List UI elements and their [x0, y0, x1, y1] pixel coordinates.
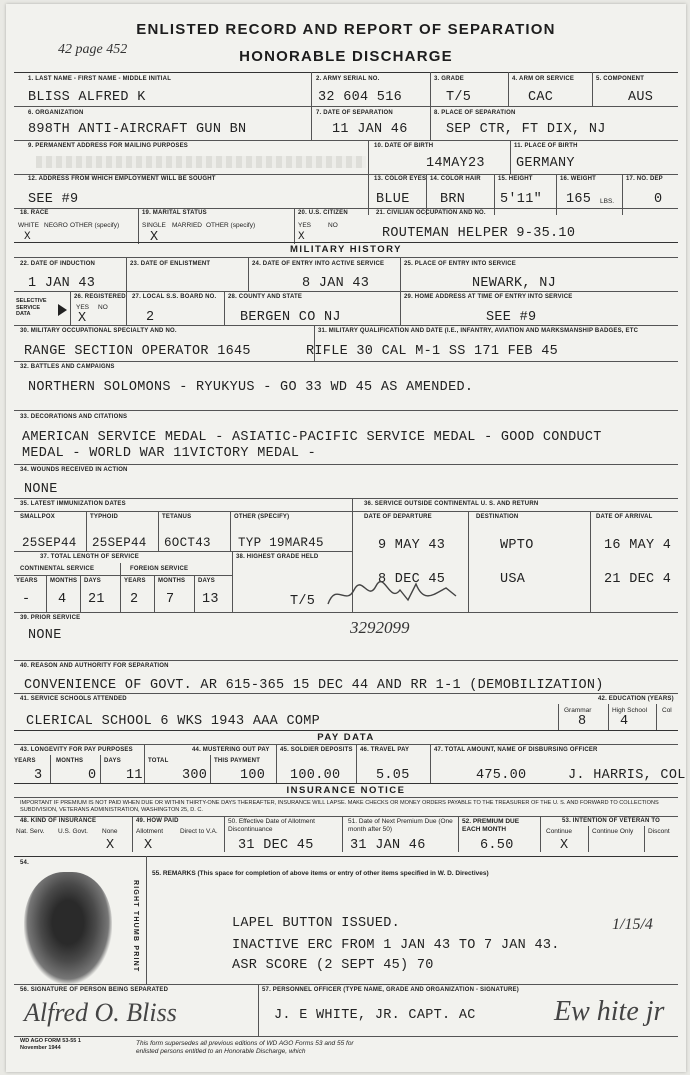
- value-citizen-mark: X: [298, 231, 305, 243]
- label-citizen-no: NO: [328, 222, 338, 229]
- label-decorations: 33. DECORATIONS AND CITATIONS: [20, 414, 128, 420]
- value-induction: 1 JAN 43: [28, 276, 96, 291]
- label-right-thumb-print: RIGHT THUMB PRINT: [132, 880, 139, 973]
- label-must-total: TOTAL: [148, 758, 169, 764]
- arrow-icon: [58, 304, 67, 316]
- label-mustering-pay: 44. MUSTERING OUT PAY: [192, 747, 270, 753]
- value-decorations-line2: MEDAL - WORLD WAR 11VICTORY MEDAL -: [22, 446, 317, 461]
- value-qualification: RIFLE 30 CAL M-1 SS 171 FEB 45: [306, 344, 559, 359]
- label-education: 42. EDUCATION (YEARS): [598, 696, 674, 702]
- label-selective-service: SELECTIVE SERVICE DATA: [16, 298, 47, 317]
- remark-line-1: LAPEL BUTTON ISSUED.: [232, 916, 401, 931]
- value-next-premium: 31 JAN 46: [350, 838, 426, 853]
- divider: [224, 816, 225, 852]
- value-c-days: 21: [88, 592, 105, 607]
- right-thumb-print: [24, 872, 112, 984]
- label-grade: 3. GRADE: [434, 76, 464, 82]
- divider: [100, 755, 101, 783]
- value-arm: CAC: [528, 90, 554, 105]
- label-tetanus: TETANUS: [162, 514, 192, 520]
- value-edu-high: 4: [620, 714, 629, 729]
- divider: [248, 257, 249, 291]
- value-arrival-1: 16 MAY 4: [604, 538, 672, 553]
- divider: [146, 856, 147, 984]
- divider: [258, 984, 259, 1036]
- value-board: 2: [146, 310, 155, 325]
- value-c-months: 4: [58, 592, 67, 607]
- value-longevity-years: 3: [34, 768, 43, 783]
- rule: [14, 361, 678, 362]
- veteran-signature: Alfred O. Bliss: [24, 998, 177, 1027]
- supersede-note: This form supersedes all previous editions of WD AGO Forms 53 and 55 for enlisted persons entitled to an Honorable Discharge, which: [136, 1040, 354, 1055]
- value-arrival-2: 21 DEC 4: [604, 572, 672, 587]
- label-enlistment: 23. DATE OF ENLISTMENT: [130, 261, 211, 267]
- label-continue-only: Continue Only: [592, 828, 634, 835]
- label-serial: 2. ARMY SERIAL NO.: [316, 76, 380, 82]
- label-continue: Continue: [546, 828, 573, 835]
- value-f-months: 7: [166, 592, 175, 607]
- value-other-immunization: TYP 19MAR45: [238, 536, 324, 550]
- label-destination: DESTINATION: [476, 514, 519, 520]
- label-induction: 22. DATE OF INDUCTION: [20, 261, 96, 267]
- label-mailing-address: 9. PERMANENT ADDRESS FOR MAILING PURPOSES: [28, 143, 188, 149]
- label-length-of-service: 37. TOTAL LENGTH OF SERVICE: [40, 554, 139, 560]
- value-component: AUS: [628, 90, 654, 105]
- label-marital-other: OTHER (specify): [206, 222, 256, 229]
- value-personnel-officer: J. E WHITE, JR. CAPT. AC: [274, 1008, 476, 1023]
- label-typhoid: TYPHOID: [90, 514, 119, 520]
- form-subtitle: HONORABLE DISCHARGE: [239, 48, 453, 65]
- value-c-years: -: [22, 592, 31, 607]
- value-prior-service: NONE: [28, 628, 62, 643]
- label-remarks: 55. REMARKS (This space for completion of above items or entry of other items specified in W. D. Directives): [152, 870, 489, 877]
- rule: [14, 783, 678, 784]
- label-reg-yes: YES: [76, 304, 90, 311]
- label-overseas: 36. SERVICE OUTSIDE CONTINENTAL U. S. AND RETURN: [364, 501, 539, 507]
- label-f-years: YEARS: [124, 578, 146, 584]
- value-serial: 32 604 516: [318, 90, 403, 105]
- divider: [194, 575, 195, 612]
- rule: [14, 984, 678, 985]
- label-allotment: Allotment: [136, 828, 164, 835]
- rule: [14, 660, 678, 661]
- label-foreign: FOREIGN SERVICE: [130, 566, 189, 572]
- label-marital: 19. MARITAL STATUS: [142, 210, 207, 216]
- value-premium-due: 6.50: [480, 838, 514, 853]
- rule: [14, 744, 678, 745]
- label-civ-occupation: 21. CIVILIAN OCCUPATION AND NO.: [376, 210, 486, 216]
- label-citizen: 20. U.S. CITIZEN: [298, 210, 348, 216]
- value-edu-grammar: 8: [578, 714, 587, 729]
- section-insurance-notice: INSURANCE NOTICE: [286, 785, 406, 796]
- value-decorations-line1: AMERICAN SERVICE MEDAL - ASIATIC-PACIFIC SERVICE MEDAL - GOOD CONDUCT: [22, 430, 602, 445]
- value-eyes: BLUE: [376, 192, 410, 207]
- label-54: 54.: [20, 860, 29, 866]
- section-pay-data: PAY DATA: [317, 732, 375, 743]
- label-entry-place: 25. PLACE OF ENTRY INTO SERVICE: [404, 261, 517, 267]
- rule: [14, 498, 678, 499]
- label-sep-place: 8. PLACE OF SEPARATION: [434, 110, 516, 116]
- divider: [540, 816, 541, 852]
- value-longevity-days: 11: [126, 768, 143, 783]
- label-birth-date: 10. DATE OF BIRTH: [374, 143, 434, 149]
- label-eyes: 13. COLOR EYES: [374, 176, 427, 182]
- redacted-address: [36, 156, 366, 168]
- label-sep-date: 7. DATE OF SEPARATION: [316, 110, 393, 116]
- label-county: 28. COUNTY AND STATE: [228, 294, 303, 300]
- label-longevity-days: DAYS: [104, 758, 121, 764]
- remark-line-2: INACTIVE ERC FROM 1 JAN 43 TO 7 JAN 43.: [232, 938, 560, 953]
- divider: [558, 704, 559, 730]
- value-continue-mark: X: [560, 838, 569, 853]
- divider: [86, 511, 87, 551]
- label-race: 18. RACE: [20, 210, 49, 216]
- label-discontinue: Discont: [648, 828, 670, 835]
- value-entry-place: NEWARK, NJ: [472, 276, 557, 291]
- label-high-school: High School: [612, 707, 648, 714]
- label-battles: 32. BATTLES AND CAMPAIGNS: [20, 364, 115, 370]
- value-typhoid: 25SEP44: [92, 536, 147, 550]
- rule: [14, 551, 352, 552]
- label-direct-va: Direct to V.A.: [180, 828, 218, 835]
- divider: [644, 826, 645, 852]
- value-soldier-deposits: 100.00: [290, 768, 341, 783]
- divider: [342, 816, 343, 852]
- value-how-paid: X: [144, 838, 153, 853]
- label-service-schools: 41. SERVICE SCHOOLS ATTENDED: [20, 696, 127, 702]
- value-service-schools: CLERICAL SCHOOL 6 WKS 1943 AAA COMP: [26, 714, 321, 729]
- label-highest-grade: 38. HIGHEST GRADE HELD: [236, 554, 319, 560]
- value-smallpox: 25SEP44: [22, 536, 77, 550]
- label-height: 15. HEIGHT: [498, 176, 533, 182]
- divider: [46, 575, 47, 612]
- label-hair: 14. COLOR HAIR: [430, 176, 481, 182]
- divider: [314, 325, 315, 361]
- label-f-months: MONTHS: [158, 578, 186, 584]
- handwritten-remark-date: 1/15/4: [612, 916, 653, 933]
- divider: [430, 744, 431, 783]
- label-prior-service: 39. PRIOR SERVICE: [20, 615, 81, 621]
- value-f-years: 2: [130, 592, 139, 607]
- rule: [14, 511, 678, 512]
- label-none: None: [102, 828, 118, 835]
- label-arm: 4. ARM OR SERVICE: [512, 76, 575, 82]
- value-birth-place: GERMANY: [516, 156, 575, 171]
- value-height: 5'11": [500, 192, 543, 207]
- divider: [138, 208, 139, 244]
- rule: [14, 242, 678, 243]
- label-departure: DATE OF DEPARTURE: [364, 514, 432, 520]
- label-f-days: DAYS: [198, 578, 215, 584]
- rule: [14, 257, 678, 258]
- divider: [126, 257, 127, 291]
- label-married: MARRIED: [172, 222, 202, 229]
- label-weight: 16. WEIGHT: [560, 176, 597, 182]
- value-employment-address: SEE #9: [28, 192, 79, 207]
- label-longevity: 43. LONGEVITY FOR PAY PURPOSES: [20, 747, 133, 753]
- rule: [14, 106, 678, 107]
- label-us-govt: U.S. Govt.: [58, 828, 88, 835]
- label-component: 5. COMPONENT: [596, 76, 645, 82]
- rule: [14, 1036, 678, 1037]
- value-weight: 165: [566, 192, 592, 207]
- label-home-address: 29. HOME ADDRESS AT TIME OF ENTRY INTO SERVICE: [404, 294, 573, 300]
- label-must-this: THIS PAYMENT: [214, 758, 261, 764]
- label-race-white: WHITE: [18, 222, 39, 229]
- rule: [14, 291, 678, 292]
- divider: [458, 816, 459, 852]
- label-organization: 6. ORGANIZATION: [28, 110, 84, 116]
- label-separation-reason: 40. REASON AND AUTHORITY FOR SEPARATION: [20, 663, 169, 669]
- value-destination-2: USA: [500, 572, 526, 587]
- value-effective-date: 31 DEC 45: [238, 838, 314, 853]
- value-county: BERGEN CO NJ: [240, 310, 341, 325]
- value-civ-occupation: ROUTEMAN HELPER 9-35.10: [382, 226, 576, 241]
- rule: [14, 730, 678, 731]
- divider: [588, 826, 589, 852]
- divider: [224, 291, 225, 325]
- divider: [144, 744, 145, 783]
- label-college: Col: [662, 707, 672, 714]
- label-immunization: 35. LATEST IMMUNIZATION DATES: [20, 501, 126, 507]
- rule: [14, 464, 678, 465]
- value-birth-date: 14MAY23: [426, 156, 485, 171]
- value-must-total: 300: [182, 768, 208, 783]
- label-effective-date: 50. Effective Date of Allotment Discontinuance: [228, 818, 315, 833]
- label-other-immunization: OTHER (SPECIFY): [234, 514, 290, 520]
- label-registered: 26. REGISTERED: [74, 294, 126, 300]
- value-battles: NORTHERN SOLOMONS - RYUKYUS - GO 33 WD 45 AS AMENDED.: [28, 380, 474, 395]
- divider: [126, 291, 127, 325]
- divider: [154, 575, 155, 612]
- label-wounds: 34. WOUNDS RECEIVED IN ACTION: [20, 467, 128, 473]
- label-arrival: DATE OF ARRIVAL: [596, 514, 653, 520]
- label-board: 27. LOCAL S.S. BOARD NO.: [132, 294, 217, 300]
- value-wounds: NONE: [24, 482, 58, 497]
- label-longevity-months: MONTHS: [56, 758, 84, 764]
- divider: [50, 755, 51, 783]
- remark-line-3: ASR SCORE (2 SEPT 45) 70: [232, 958, 434, 973]
- value-insurance-none: X: [106, 838, 115, 853]
- label-dependents: 17. NO. DEP: [626, 176, 663, 182]
- officer-signature: Ew hite jr: [554, 996, 665, 1027]
- label-premium-due: 52. PREMIUM DUE EACH MONTH: [462, 818, 520, 833]
- value-home-address: SEE #9: [486, 310, 537, 325]
- rule: [14, 693, 678, 694]
- value-organization: 898TH ANTI-AIRCRAFT GUN BN: [28, 122, 247, 137]
- divider: [70, 291, 71, 325]
- label-kind-insurance: 48. KIND OF INSURANCE: [20, 818, 97, 824]
- label-race-other: OTHER (specify): [70, 222, 120, 229]
- value-name: BLISS ALFRED K: [28, 90, 146, 105]
- divider: [592, 72, 593, 106]
- label-smallpox: SMALLPOX: [20, 514, 55, 520]
- label-nat-serv: Nat. Serv.: [16, 828, 45, 835]
- rule: [14, 856, 678, 857]
- form-title: ENLISTED RECORD AND REPORT OF SEPARATION: [136, 21, 556, 38]
- value-marital-mark: X: [150, 230, 159, 245]
- divider: [590, 511, 591, 612]
- rule: [14, 72, 678, 73]
- divider: [656, 704, 657, 730]
- form-number: WD AGO FORM 53-55 1 November 1944: [20, 1038, 81, 1051]
- label-personnel-officer: 57. PERSONNEL OFFICER (TYPE NAME, GRADE AND ORGANIZATION - SIGNATURE): [262, 987, 519, 993]
- value-total-amount: 475.00: [476, 768, 527, 783]
- value-race-mark: X: [24, 231, 31, 243]
- value-registered-mark: X: [78, 311, 87, 326]
- label-qualification: 31. MILITARY QUALIFICATION AND DATE (I.E., INFANTRY, AVIATION AND MARKSMANSHIP BADGES, ETC: [318, 328, 639, 334]
- label-reg-no: NO: [98, 304, 108, 311]
- label-soldier-deposits: 45. SOLDIER DEPOSITS: [280, 747, 353, 753]
- value-grade: T/5: [446, 90, 472, 105]
- divider: [356, 744, 357, 783]
- rule: [14, 208, 678, 209]
- divider: [80, 575, 81, 612]
- divider: [158, 511, 159, 551]
- section-military-history: MILITARY HISTORY: [290, 244, 402, 255]
- rule: [14, 325, 678, 326]
- label-grammar: Grammar: [564, 707, 592, 714]
- value-departure-1: 9 MAY 43: [378, 538, 446, 553]
- label-birth-place: 11. PLACE OF BIRTH: [514, 143, 578, 149]
- label-next-premium: 51. Date of Next Premium Due (One month after 50): [348, 818, 453, 833]
- value-travel-pay: 5.05: [376, 768, 410, 783]
- weight-unit: LBS.: [600, 198, 615, 205]
- value-departure-2: 8 DEC 45: [378, 572, 446, 587]
- rule: [14, 174, 678, 175]
- rule: [14, 410, 678, 411]
- label-longevity-years: YEARS: [14, 758, 36, 764]
- label-intention: 53. INTENTION OF VETERAN TO: [562, 818, 660, 824]
- divider: [294, 208, 295, 244]
- divider: [120, 563, 121, 612]
- label-employment-address: 12. ADDRESS FROM WHICH EMPLOYMENT WILL BE SOUGHT: [28, 176, 216, 182]
- rule: [14, 797, 678, 798]
- value-sep-place: SEP CTR, FT DIX, NJ: [446, 122, 606, 137]
- divider: [230, 511, 231, 551]
- label-c-years: YEARS: [16, 578, 38, 584]
- divider: [368, 140, 369, 215]
- label-continental: CONTINENTAL SERVICE: [20, 566, 95, 572]
- label-active-entry: 24. DATE OF ENTRY INTO ACTIVE SERVICE: [252, 261, 385, 267]
- divider: [276, 744, 277, 783]
- value-highest-grade: T/5: [290, 594, 316, 609]
- divider: [232, 551, 233, 612]
- label-total-amount: 47. TOTAL AMOUNT, NAME OF DISBURSING OFFICER: [434, 747, 598, 753]
- handwritten-page-note: 42 page 452: [58, 42, 128, 57]
- value-f-days: 13: [202, 592, 219, 607]
- discharge-form: [6, 4, 686, 1072]
- divider: [210, 755, 211, 783]
- label-mos: 30. MILITARY OCCUPATIONAL SPECIALTY AND NO.: [20, 328, 177, 334]
- label-how-paid: 49. HOW PAID: [136, 818, 179, 824]
- value-tetanus: 6OCT43: [164, 536, 211, 550]
- divider: [510, 140, 511, 174]
- officer-initial-scribble: [324, 576, 474, 616]
- divider: [508, 72, 509, 106]
- label-travel-pay: 46. TRAVEL PAY: [360, 747, 410, 753]
- rule: [14, 140, 678, 141]
- label-signature: 56. SIGNATURE OF PERSON BEING SEPARATED: [20, 987, 169, 993]
- value-mos: RANGE SECTION OPERATOR 1645: [24, 344, 251, 359]
- value-separation-reason: CONVENIENCE OF GOVT. AR 615-365 15 DEC 44 AND RR 1-1 (DEMOBILIZATION): [24, 678, 604, 693]
- label-citizen-yes: YES: [298, 222, 312, 229]
- value-hair: BRN: [440, 192, 466, 207]
- insurance-important-text: IMPORTANT IF PREMIUM IS NOT PAID WHEN DUE OR WITHIN THIRTY-ONE DAYS THEREAFTER, INSURANCE WILL LAPSE. MAKE CHECKS OR MONEY ORDERS PAYABLE TO THE TREASURER OF THE U. S. AND FORWARD TO COLLECTIONS SUBDIVISION, VETERANS ADMINISTRATION, WASHINGTON 25, D. C.: [20, 800, 659, 813]
- value-active-entry: 8 JAN 43: [302, 276, 370, 291]
- value-disbursing-officer: J. HARRIS, COL: [568, 768, 686, 783]
- value-longevity-months: 0: [88, 768, 97, 783]
- rule: [14, 612, 678, 613]
- value-must-this: 100: [240, 768, 266, 783]
- label-name: 1. LAST NAME - FIRST NAME - MIDDLE INITIAL: [28, 76, 172, 82]
- value-destination-1: WPTO: [500, 538, 534, 553]
- handwritten-number: 3292099: [350, 618, 410, 637]
- label-c-days: DAYS: [84, 578, 101, 584]
- label-c-months: MONTHS: [50, 578, 78, 584]
- value-sep-date: 11 JAN 46: [332, 122, 408, 137]
- rule: [14, 816, 678, 817]
- label-race-negro: NEGRO: [44, 222, 68, 229]
- value-dependents: 0: [654, 192, 663, 207]
- divider: [608, 704, 609, 730]
- label-single: SINGLE: [142, 222, 166, 229]
- divider: [132, 816, 133, 852]
